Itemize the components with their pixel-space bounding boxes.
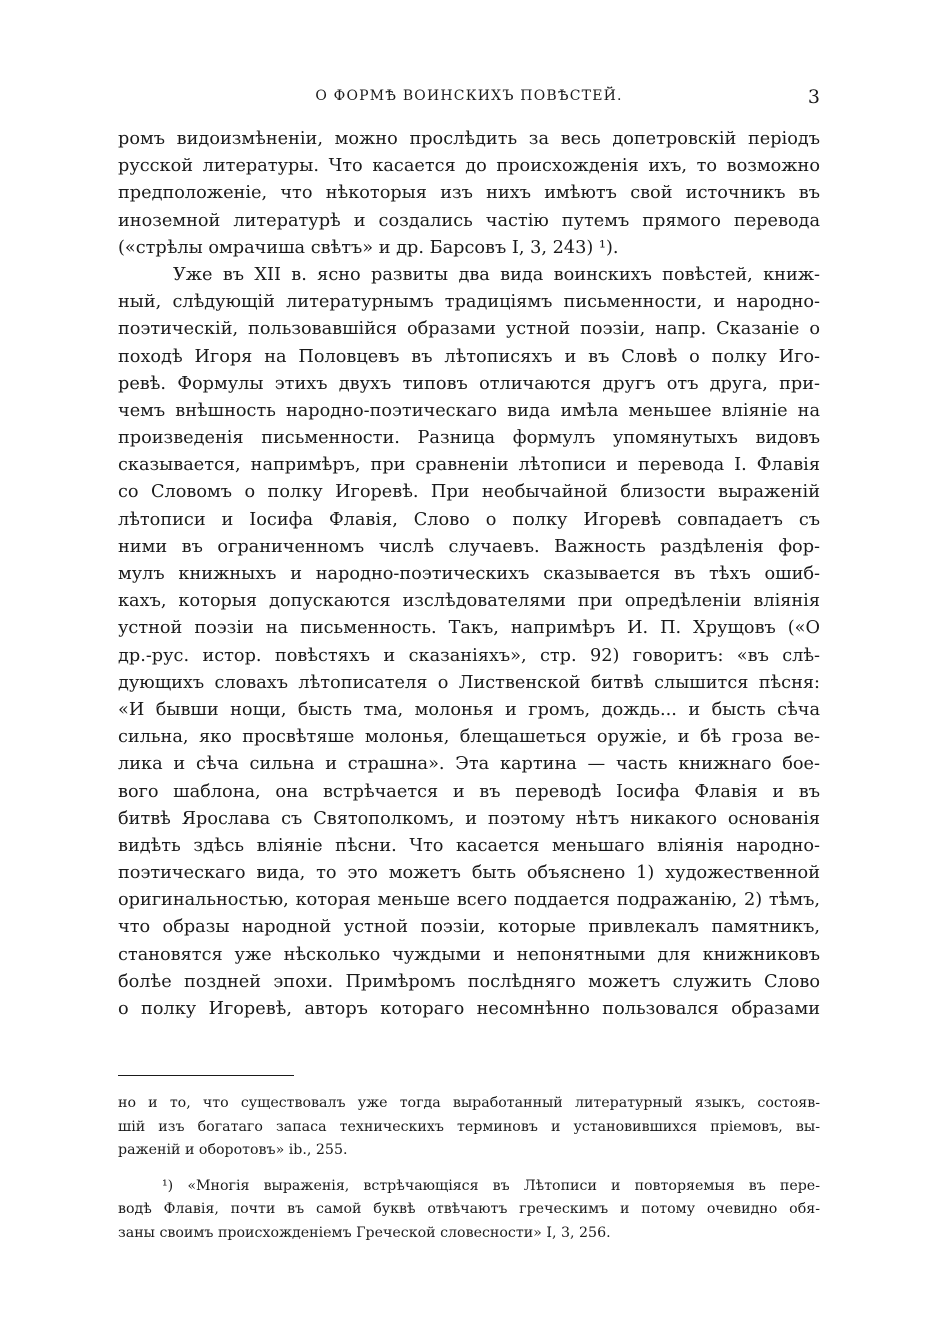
footnote-1 bbox=[118, 1175, 820, 1246]
text-line: произведенія письменности. Разница формулъ упомянутыхъ видовъ bbox=[118, 428, 820, 449]
text-line: поэтическій, пользовавшійся образами устной поэзіи, напр. Сказаніе о bbox=[118, 319, 820, 340]
text-line: сказывается, напримѣръ, при сравненіи лѣтописи и перевода I. Флавія bbox=[118, 455, 820, 476]
text-line: становятся уже нѣсколько чуждыми и непонятными для книжниковъ bbox=[118, 944, 820, 965]
footnote-line: раженій и оборотовъ» ib., 255. bbox=[118, 1142, 348, 1159]
page-number: 3 bbox=[807, 86, 820, 108]
running-title: О ФОРМѢ ВОИНСКИХЪ ПОВѢСТЕЙ. bbox=[315, 88, 623, 104]
footnote-line: но и то, что существовалъ уже тогда выработанный литературный языкъ, состояв- bbox=[118, 1095, 820, 1111]
text-line: поэтическаго вида, то это можетъ быть объяснено 1) художественной bbox=[118, 863, 820, 884]
text-line: иноземной литературѣ и создались частію путемъ прямого перевода bbox=[118, 210, 820, 231]
text-line: предположеніе, что нѣкоторыя изъ нихъ имѣютъ свой источникъ въ bbox=[118, 183, 820, 204]
text-line: Уже въ XII в. ясно развиты два вида воинскихъ повѣстей, книж- bbox=[173, 264, 820, 285]
main-text bbox=[118, 126, 820, 1023]
text-line: что образы народной устной поэзіи, которые привлекалъ памятникъ, bbox=[118, 917, 820, 938]
text-line: болѣе поздней эпохи. Примѣромъ послѣдняго можетъ служить Слово bbox=[118, 971, 820, 992]
text-line: кахъ, которыя допускаются изслѣдователями при опредѣленіи вліянія bbox=[118, 591, 820, 612]
footnote-line: шій изъ богатаго запаса техническихъ терминовъ и установившихся пріемовъ, вы- bbox=[118, 1118, 820, 1135]
text-line: походѣ Игоря на Половцевъ въ лѣтописяхъ и въ Словѣ о полку Иго- bbox=[118, 346, 820, 367]
text-line: вого шаблона, она встрѣчается и въ переводѣ Іосифа Флавія и въ bbox=[118, 781, 820, 802]
text-line: мулъ книжныхъ и народно-поэтическихъ сказывается въ тѣхъ ошиб- bbox=[118, 564, 820, 584]
text-line: («стрѣлы омрачиша свѣтъ» и др. Барсовъ I, 3, 243) ¹). bbox=[118, 237, 619, 258]
text-line: русской литературы. Что касается до происхожденія ихъ, то возможно bbox=[118, 156, 820, 177]
text-line: «И бывши нощи, бысть тма, молонья и громъ, дождь... и бысть сѣча bbox=[118, 699, 820, 720]
text-line: лѣтописи и Іосифа Флавія, Слово о полку Игоревѣ совпадаетъ съ bbox=[118, 509, 820, 530]
text-line: ревѣ. Формулы этихъ двухъ типовъ отличаются другъ отъ друга, при- bbox=[118, 373, 820, 394]
text-line: ромъ видоизмѣненіи, можно прослѣдить за весь допетровскій періодъ bbox=[118, 129, 820, 149]
footnote-line: водѣ Флавія, почти въ самой буквѣ отвѣчаютъ греческимъ и потому очевидно обя- bbox=[118, 1201, 820, 1218]
text-line: оригинальностью, которая меньше всего поддается подражанію, 2) тѣмъ, bbox=[118, 890, 820, 911]
footnote-line bbox=[118, 1175, 820, 1199]
text-line: о полку Игоревѣ, авторъ котораго несомнѣнно пользовался образами bbox=[118, 999, 820, 1019]
text-line: битвѣ Ярослава съ Святополкомъ, и поэтому нѣтъ никакого основанія bbox=[118, 808, 820, 829]
footnotes bbox=[118, 1092, 820, 1246]
text-line: дующихъ словахъ лѣтописателя о Лиственской битвѣ слышится пѣсня: bbox=[118, 672, 820, 693]
text-line: лика и сѣча сильна и страшна». Эта картина — часть книжнаго бое- bbox=[118, 754, 820, 775]
page-header bbox=[118, 86, 820, 112]
footnote-text: «Многія выраженія, встрѣчающіяся въ Лѣтописи и повторяемыя въ пере- bbox=[187, 1177, 820, 1194]
text-line: видѣть здѣсь вліяніе пѣсни. Что касается меньшаго вліянія народно- bbox=[118, 835, 820, 856]
footnote-line: заны своимъ происхожденіемъ Греческой словесности» I, 3, 256. bbox=[118, 1224, 611, 1241]
footnote-divider bbox=[118, 1075, 294, 1076]
text-line: чемъ внѣшность народно-поэтическаго вида имѣла меньшее вліяніе на bbox=[118, 400, 820, 421]
text-line: ними въ ограниченномъ числѣ случаевъ. Важность раздѣленія фор- bbox=[118, 536, 820, 557]
text-line: со Словомъ о полку Игоревѣ. При необычайной близости выраженій bbox=[118, 482, 820, 503]
footnote-marker: ¹) bbox=[162, 1177, 174, 1194]
text-line: устной поэзіи на письменность. Такъ, напримѣръ И. П. Хрущовъ («О bbox=[118, 618, 820, 639]
text-line: др.-рус. истор. повѣстяхъ и сказаніяхъ», стр. 92) говоритъ: «въ слѣ- bbox=[118, 645, 820, 666]
text-line: ный, слѣдующій литературнымъ традиціямъ письменности, и народно- bbox=[118, 292, 820, 313]
text-line: сильна, яко просвѣтяше молонья, блещашеться оружіе, и бѣ гроза ве- bbox=[118, 727, 820, 748]
